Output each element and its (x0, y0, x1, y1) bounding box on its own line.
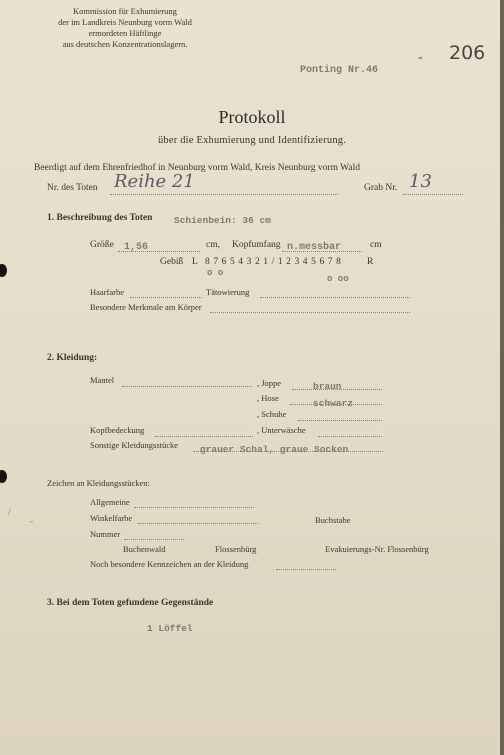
allgemeine-line (134, 507, 254, 508)
haarfarbe-label: Haarfarbe (90, 287, 124, 297)
grab-label: Grab Nr. (364, 183, 398, 193)
nr-toten-label: Nr. des Toten (47, 183, 98, 193)
cm-label: cm, (206, 240, 220, 250)
taetowierung-line (260, 297, 410, 298)
mantel-label: Mantel (90, 375, 115, 385)
winkelfarbe-line (138, 523, 258, 524)
joppe-label: , Joppe (257, 378, 282, 388)
page-number: 206 (449, 42, 486, 64)
punch-hole-bottom (0, 470, 7, 483)
taetowierung-label: Tätowierung (206, 287, 250, 297)
page-title: Protokoll (218, 107, 286, 127)
kennzeichen-label: Noch besondere Kennzeichen an der Kleidung (90, 559, 249, 569)
buchstabe-label: Buchstabe (315, 515, 351, 525)
gebiss-numbers: 8 7 6 5 4 3 2 1 / 1 2 3 4 5 6 7 8 (205, 257, 342, 267)
punch-hole-top (0, 264, 7, 277)
kennzeichen-line (276, 569, 336, 570)
page-subtitle: über die Exhumierung und Identifizierung. (157, 135, 347, 146)
groesse-label: Größe (90, 240, 114, 250)
gebiss-label: Gebiß (160, 257, 184, 267)
margin-dash: - (30, 516, 33, 526)
burial-text: Beerdigt auf dem Ehrenfriedhof in Neunburg vorm Wald, Kreis Neunburg vorm Wald (34, 163, 360, 173)
merkmale-line (210, 312, 410, 313)
section3-value: 1 Löffel (147, 623, 193, 634)
haarfarbe-line (130, 297, 202, 298)
hose-label: , Hose (257, 393, 279, 403)
section1-heading: 1. Beschreibung des Toten (47, 213, 153, 223)
winkelfarbe-label: Winkelfarbe (90, 513, 133, 523)
institution-line: Kommission für Exhumierung (73, 6, 177, 16)
mantel-line (122, 386, 252, 387)
joppe-value: braun (313, 381, 342, 392)
section3-heading: 3. Bei dem Toten gefundene Gegenstände (47, 598, 214, 608)
institution-line: ermordeten Häftlinge (88, 28, 162, 38)
grab-line (403, 194, 463, 195)
flossenbuerg-label: Flossenbürg (215, 544, 257, 554)
kopfumfang-label: Kopfumfang (232, 240, 281, 250)
unterwaesche-line (318, 436, 382, 437)
gebiss-l: L (192, 257, 198, 267)
kopfbedeckung-label: Kopfbedeckung (90, 425, 145, 435)
schuhe-line (298, 420, 382, 421)
gebiss-r: R (367, 257, 374, 267)
grab-value: 13 (409, 171, 432, 192)
institution-line: aus deutschen Konzentrationslagern. (62, 39, 188, 49)
gebiss-marks-left: o o (207, 268, 224, 278)
nummer-label: Nummer (90, 529, 121, 539)
unterwaesche-label: , Unterwäsche (257, 425, 306, 435)
institution-block (40, 6, 210, 50)
evakuierung-label: Evakuierungs-Nr. Flossenbürg (325, 544, 429, 554)
kopfbedeckung-line (155, 436, 253, 437)
buchenwald-label: Buchenwald (123, 544, 166, 554)
section2-heading: 2. Kleidung: (47, 353, 98, 363)
merkmale-label: Besondere Merkmale am Körper (90, 302, 202, 312)
allgemeine-label: Allgemeine (90, 497, 130, 507)
groesse-value: 1,56 (124, 242, 149, 253)
schuhe-label: , Schuhe (257, 409, 287, 419)
dash-mark: - (418, 50, 423, 65)
schuhe-value: schwarz (313, 398, 353, 409)
nr-toten-value: Reihe 21 (114, 171, 195, 192)
sonstige-label: Sonstige Kleidungsstücke (90, 440, 179, 450)
nr-toten-line (110, 194, 338, 195)
kopfumfang-value: n.messbar (287, 242, 342, 253)
margin-tick: / (8, 507, 11, 517)
sonstige-value: grauer Schal, graue Socken (200, 444, 349, 455)
ponting-stamp: Ponting Nr.46 (300, 65, 379, 76)
nummer-line (124, 539, 184, 540)
gebiss-marks-right: o oo (327, 274, 349, 284)
institution-line: der im Landkreis Neunburg vorm Wald (58, 17, 192, 27)
cm2-label: cm (370, 240, 382, 250)
zeichen-heading: Zeichen an Kleidungsstücken: (47, 478, 150, 488)
section1-heading-value: Schienbein: 36 cm (174, 215, 271, 226)
